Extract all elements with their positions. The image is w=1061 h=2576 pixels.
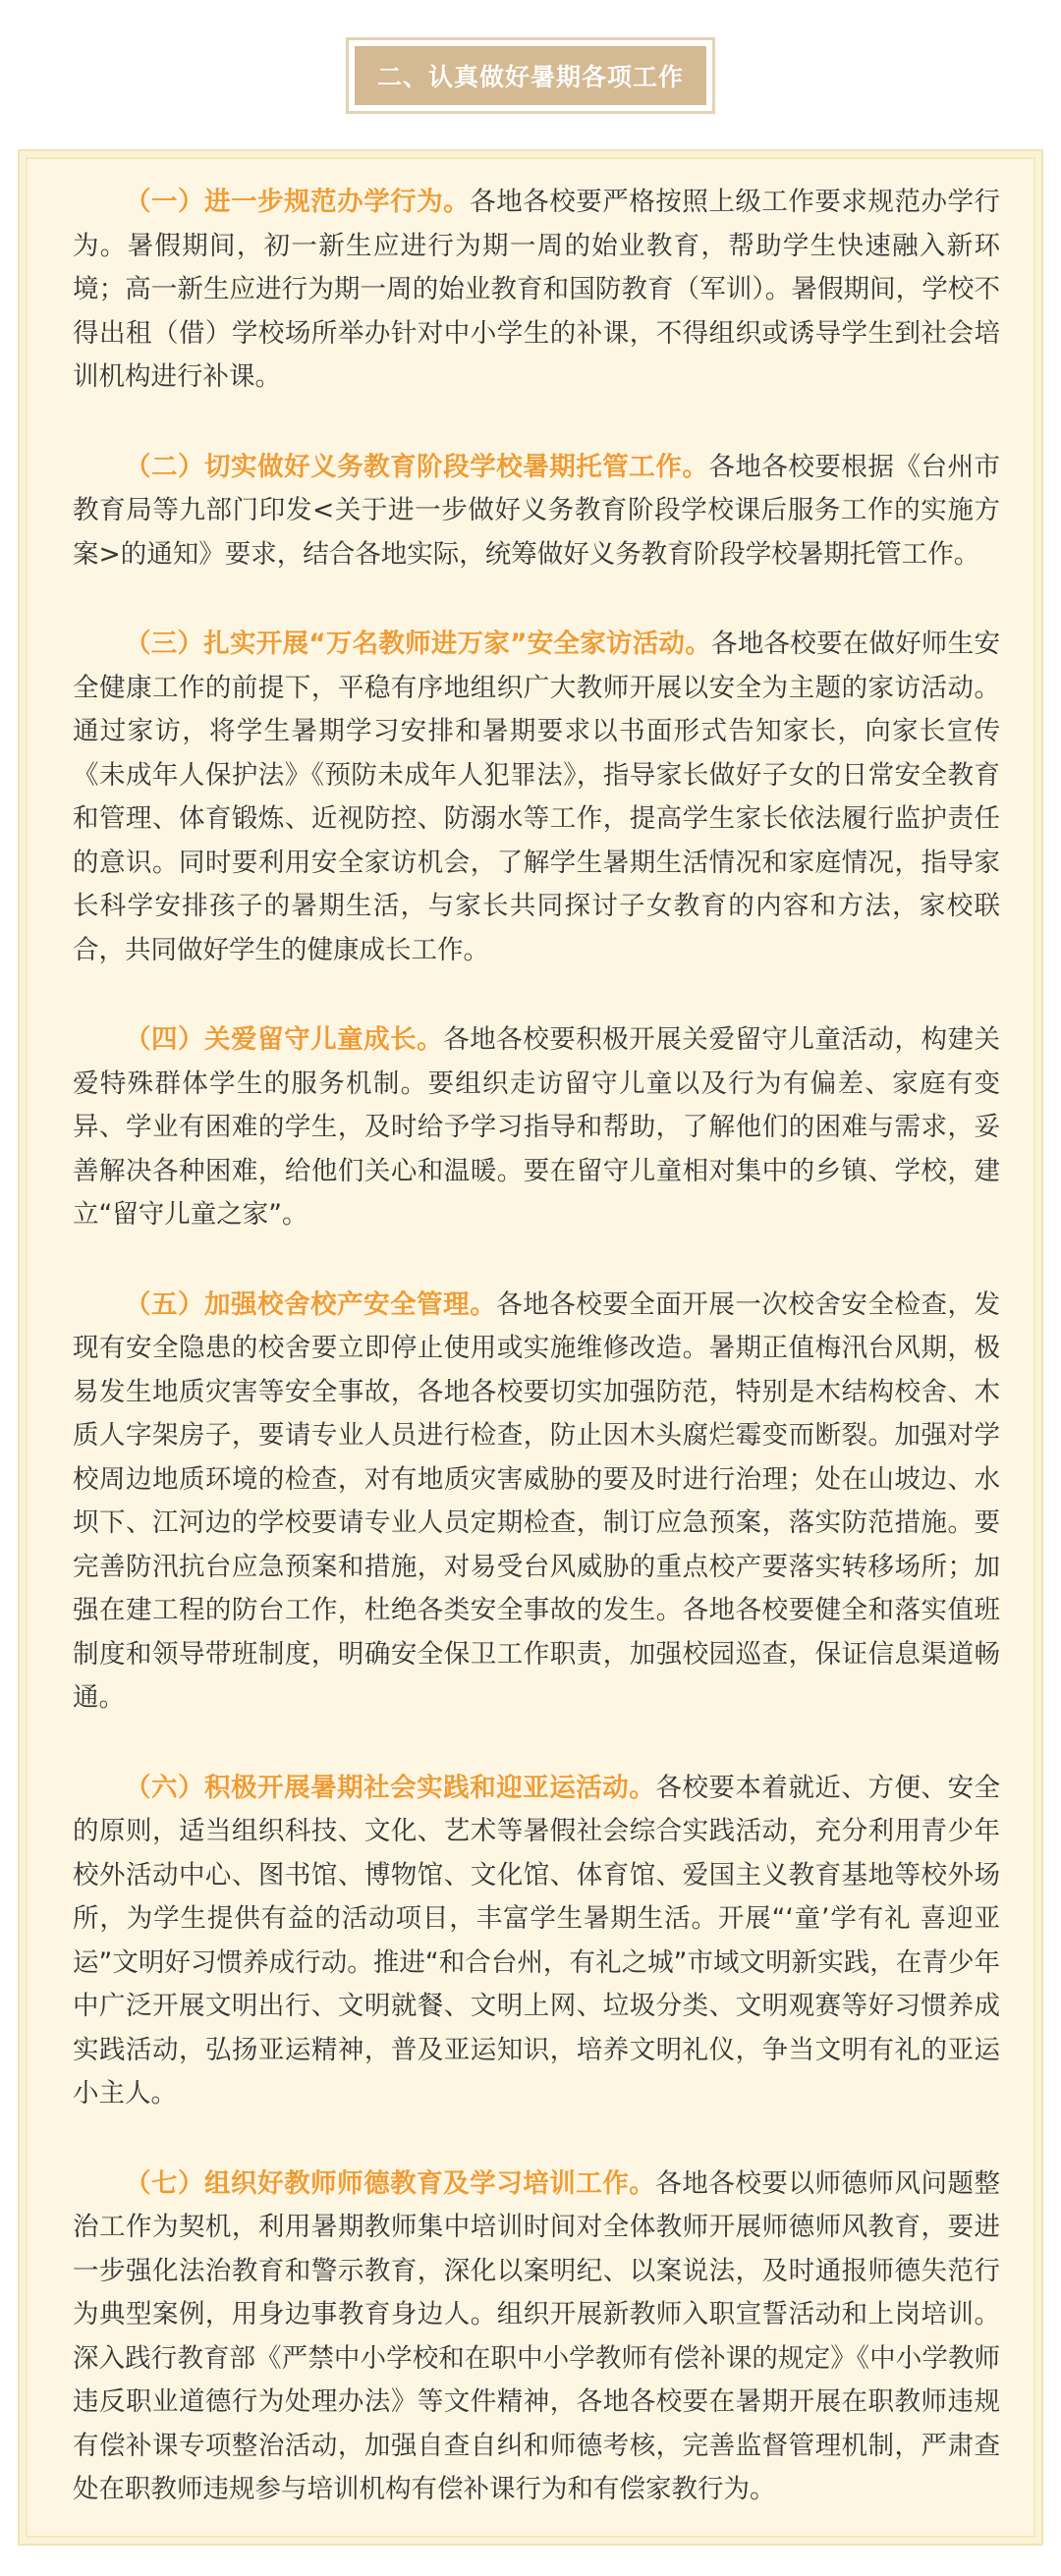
section-1-heading: （一）进一步规范办学行为。 xyxy=(125,187,471,217)
content-panel xyxy=(26,157,1035,2538)
section-5 xyxy=(73,1284,1000,1721)
section-7-heading: （七）组织好教师师德教育及学习培训工作。 xyxy=(125,2167,656,2199)
section-5-body: 各地各校要全面开展一次校舍安全检查，发现有安全隐患的校舍要立即停止使用或实施维修改造。暑期正值梅汛台风期，极易发生地质灾害等安全事故，各地各校要切实加强防范，特别是木结构校舍、木质人字架房子，要请专业人员进行检查，防止因木头腐烂霉变而断裂。加强对学校周边地质环境的检查，对有地质灾害威胁的要及时进行治理；处在山坡边、水坝下、江河边的学校要请专业人员定期检查，制订应急预案，落实防范措施。要完善防汛抗台应急预案和措施，对易受台风威胁的重点校产要落实转移场所；加强在建工程的防台工作，杜绝各类安全事故的发生。各地各校要健全和落实值班制度和领导带班制度，明确安全保卫工作职责，加强校园巡查，保证信息渠道畅通。 xyxy=(73,1288,1000,1713)
section-4 xyxy=(73,1018,1000,1237)
section-title-banner xyxy=(346,37,715,114)
section-1 xyxy=(73,181,1000,400)
section-3-body: 各地各校要在做好师生安全健康工作的前提下，平稳有序地组织广大教师开展以安全为主题的家访活动。通过家访，将学生暑期学习安排和暑期要求以书面形式告知家长，向家长宣传《未成年人保护法》《预防未成年人犯罪法》，指导家长做好子女的日常安全教育和管理、体育锻炼、近视防控、防溺水等工作，提高学生家长依法履行监护责任的意识。同时要利用安全家访机会，了解学生暑期生活情况和家庭情况，指导家长科学安排孩子的暑期生活，与家长共同探讨子女教育的内容和方法，家校联合，共同做好学生的健康成长工作。 xyxy=(73,629,1001,965)
section-7-body: 各地各校要以师德师风问题整治工作为契机，利用暑期教师集中培训时间对全体教师开展师德师风教育，要进一步强化法治教育和警示教育，深化以案明纪、以案说法，及时通报师德失范行为典型案例，用身边事教育身边人。组织开展新教师入职宣誓活动和上岗培训。深入践行教育部《严禁中小学校和在职中小学教师有偿补课的规定》《中小学教师违反职业道德行为处理办法》等文件精神，各地各校要在暑期开展在职教师违规有偿补课专项整治活动，加强自查自纠和师德考核，完善监督管理机制，严肃查处在职教师违规参与培训机构有偿补课行为和有偿家教行为。 xyxy=(73,2167,1000,2504)
section-3-heading: （三）扎实开展“万名教师进万家”安全家访活动。 xyxy=(125,629,712,659)
section-7 xyxy=(73,2163,1000,2512)
section-4-body: 各地各校要积极开展关爱留守儿童活动，构建关爱特殊群体学生的服务机制。要组织走访留守儿童以及行为有偏差、家庭有变异、学业有困难的学生，及时给予学习指导和帮助，了解他们的困难与需求，妥善解决各种困难，给他们关心和温暖。要在留守儿童相对集中的乡镇、学校，建立“留守儿童之家”。 xyxy=(73,1024,1000,1230)
section-1-body: 各地各校要严格按照上级工作要求规范办学行为。暑假期间，初一新生应进行为期一周的始业教育，帮助学生快速融入新环境；高一新生应进行为期一周的始业教育和国防教育（军训）。暑假期间，学校不得出租（借）学校场所举办针对中小学生的补课，不得组织或诱导学生到社会培训机构进行补课。 xyxy=(73,187,1000,392)
section-2-body: 各地各校要根据《台州市教育局等九部门印发<关于进一步做好义务教育阶段学校课后服务工作的实施方案>的通知》要求，结合各地实际，统筹做好义务教育阶段学校暑期托管工作。 xyxy=(73,451,1000,570)
section-4-heading: （四）关爱留守儿童成长。 xyxy=(125,1024,444,1055)
section-2 xyxy=(73,446,1000,577)
section-2-heading: （二）切实做好义务教育阶段学校暑期托管工作。 xyxy=(125,451,709,482)
section-3 xyxy=(73,623,1000,972)
section-5-heading: （五）加强校舍校产安全管理。 xyxy=(125,1288,497,1320)
section-6 xyxy=(73,1767,1000,2116)
section-6-heading: （六）积极开展暑期社会实践和迎亚运活动。 xyxy=(125,1772,656,1803)
section-title-banner-inner xyxy=(355,46,706,105)
content-body xyxy=(73,181,1000,2512)
section-6-body: 各校要本着就近、方便、安全的原则，适当组织科技、文化、艺术等暑假社会综合实践活动，充分利用青少年校外活动中心、图书馆、博物馆、文化馆、体育馆、爱国主义教育基地等校外场所，为学生提供有益的活动项目，丰富学生暑期生活。开展“‘童’学有礼 喜迎亚运”文明好习惯养成行动。推进“和合台州，有礼之城”市域文明新实践，在青少年中广泛开展文明出行、文明就餐、文明上网、垃圾分类、文明观赛等好习惯养成实践活动，弘扬亚运精神，普及亚运知识，培养文明礼仪，争当文明有礼的亚运小主人。 xyxy=(73,1772,1000,2109)
section-title: 二、认真做好暑期各项工作 xyxy=(376,63,684,91)
